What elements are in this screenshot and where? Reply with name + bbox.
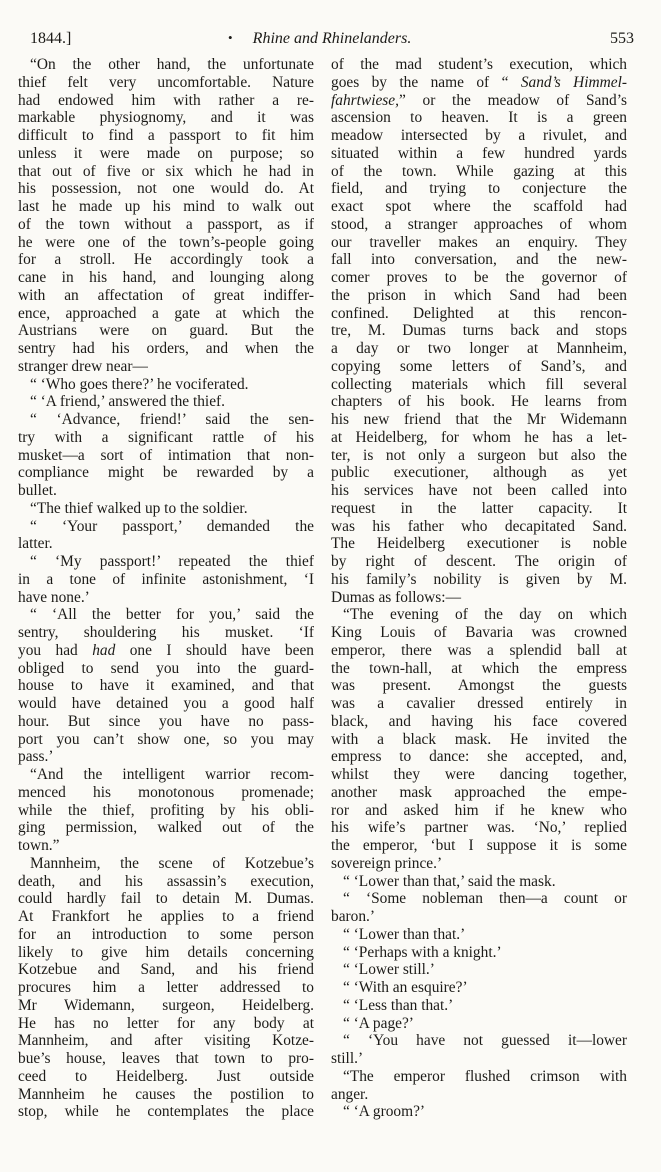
text-line: “ ‘A groom?’ bbox=[343, 1103, 426, 1121]
text-line: while the thief, profiting by his obli- bbox=[18, 801, 314, 819]
text-line: hour. But since you have no pass- bbox=[18, 712, 314, 730]
text-line: At Frankfort he applies to a friend bbox=[18, 908, 314, 925]
text-line: try with a significant rattle of his bbox=[18, 428, 314, 446]
text-line: copying some letters of Sand’s, and bbox=[331, 357, 627, 375]
text-line: “The emperor flushed crimson with bbox=[343, 1067, 627, 1085]
text-line: “ ‘A page?’ bbox=[343, 1014, 414, 1032]
text-line: Dumas as follows:— bbox=[331, 588, 461, 606]
text-line: compliance might be rewarded by a bbox=[18, 464, 314, 482]
text-line: of the town. While gazing at this bbox=[331, 162, 627, 180]
text-line: confined. Delighted at this rencon- bbox=[331, 304, 627, 322]
text-line: had endowed him with rather a re- bbox=[18, 91, 314, 109]
text-line: his services have not been called into bbox=[331, 482, 627, 499]
text-line: Mr Widemann, surgeon, Heidelberg. bbox=[18, 996, 314, 1014]
text-line: public executioner, although as yet bbox=[331, 464, 627, 482]
text-line: port you can’t show one, so you may bbox=[18, 730, 314, 748]
text-line: latter. bbox=[18, 535, 53, 553]
text-line: ceed to Heidelberg. Just outside bbox=[18, 1067, 314, 1085]
text-line: house to have it examined, and that bbox=[18, 677, 314, 695]
text-line: empress to dance: she accepted, and, bbox=[331, 748, 627, 766]
page-number: 553 bbox=[610, 30, 634, 47]
text-line: “ ‘Advance, friend!’ said the sen- bbox=[30, 411, 314, 428]
text-line: his possession, not one would do. At bbox=[18, 180, 314, 198]
right-column bbox=[331, 56, 627, 1121]
text-line: collecting materials which fill several bbox=[331, 375, 627, 393]
text-line: menced his monotonous promenade; bbox=[18, 783, 314, 801]
text-line: he were one of the town’s-people going bbox=[18, 233, 314, 251]
text-line: “ ‘A friend,’ answered the thief. bbox=[30, 393, 226, 411]
text-line: “ ‘Your passport,’ demanded the bbox=[30, 517, 314, 535]
running-header bbox=[30, 30, 634, 54]
text-line: anger. bbox=[331, 1085, 369, 1103]
text-line: death, and his assassin’s execution, bbox=[18, 872, 314, 890]
text-line: fall into conversation, and the new- bbox=[331, 251, 627, 269]
text-line: Mannheim, the scene of Kotzebue’s bbox=[30, 854, 314, 872]
text-line: bullet. bbox=[18, 482, 57, 499]
text-line: “ ‘All the better for you,’ said the bbox=[30, 606, 314, 624]
text-line: you had had one I should have been bbox=[18, 641, 314, 659]
text-line: stranger drew near— bbox=[18, 357, 148, 375]
text-line: tre, M. Dumas turns back and stops bbox=[331, 322, 627, 340]
text-line: “ ‘Lower than that,’ said the mask. bbox=[343, 872, 556, 890]
text-line: sovereign prince.’ bbox=[331, 854, 443, 872]
text-line: “On the other hand, the unfortunate bbox=[30, 56, 314, 73]
text-line: a day or two longer at Mannheim, bbox=[331, 340, 627, 357]
text-line: “ ‘Some nobleman then—a count or bbox=[343, 890, 627, 908]
text-line: “ ‘Less than that.’ bbox=[343, 996, 454, 1014]
text-line: meadow intersected by a rivulet, and bbox=[331, 127, 627, 144]
text-line: “ ‘Who goes there?’ he vociferated. bbox=[30, 375, 249, 393]
text-line: likely to give him details concerning bbox=[18, 943, 314, 961]
text-line: “The evening of the day on which bbox=[343, 606, 627, 624]
text-line: “And the intelligent warrior recom- bbox=[30, 766, 314, 783]
text-line: ence, approached a gate at which the bbox=[18, 304, 314, 322]
text-line: musket—a sort of intimation that non- bbox=[18, 446, 314, 464]
text-line: last he made up his mind to walk out bbox=[18, 198, 314, 215]
text-line: ging permission, walked out of the bbox=[18, 819, 314, 837]
text-line: fahrtwiese,” or the meadow of Sand’s bbox=[331, 91, 627, 109]
text-line: thief felt very uncomfortable. Nature bbox=[18, 73, 314, 91]
text-line: with an affectation of great indiffer- bbox=[18, 286, 314, 304]
text-line: cane in his hand, and lounging along bbox=[18, 269, 314, 286]
text-line: of the mad student’s execution, which bbox=[331, 56, 627, 73]
text-line: ascension to heaven. It is a green bbox=[331, 109, 627, 127]
text-line: was his father who decapitated Sand. bbox=[331, 517, 627, 535]
text-line: our traveller makes an enquiry. They bbox=[331, 233, 627, 251]
text-line: the emperor, ‘but I suppose it is some bbox=[331, 837, 627, 854]
text-line: would have detained you a good half bbox=[18, 695, 314, 712]
header-year: 1844.] bbox=[30, 30, 72, 47]
text-line: at Heidelberg, for whom he has a let- bbox=[331, 428, 627, 446]
text-line: difficult to find a passport to fit him bbox=[18, 127, 314, 144]
text-line: his family’s nobility is given by M. bbox=[331, 570, 627, 588]
text-line: was a cavalier dressed entirely in bbox=[331, 695, 627, 712]
text-line: “ ‘Lower than that.’ bbox=[343, 925, 466, 943]
text-line: baron.’ bbox=[331, 908, 376, 925]
text-line: field, and trying to conjecture the bbox=[331, 180, 627, 198]
text-line: stop, while he contemplates the place bbox=[18, 1103, 314, 1121]
text-line: ror and asked him if he knew who bbox=[331, 801, 627, 819]
text-line: unless it were made on purpose; so bbox=[18, 144, 314, 162]
text-line: goes by the name of “ Sand’s Himmel- bbox=[331, 73, 627, 91]
text-line: for a stroll. He accordingly took a bbox=[18, 251, 314, 269]
text-line: situated within a few hundred yards bbox=[331, 144, 627, 162]
text-line: his new friend that the Mr Widemann bbox=[331, 411, 627, 428]
text-line: the prison in which Sand had been bbox=[331, 286, 627, 304]
text-line: The Heidelberg executioner is noble bbox=[331, 535, 627, 553]
header-title: Rhine and Rhinelanders. bbox=[252, 30, 412, 47]
text-line: have none.’ bbox=[18, 588, 90, 606]
text-line: Mannheim he causes the postilion to bbox=[18, 1085, 314, 1103]
text-line: Mannheim, and after visiting Kotze- bbox=[18, 1032, 314, 1050]
text-line: “ ‘Lower still.’ bbox=[343, 961, 435, 979]
text-line: comer proves to be the governor of bbox=[331, 269, 627, 286]
text-line: request in the latter capacity. It bbox=[331, 499, 627, 517]
text-line: “ ‘Perhaps with a knight.’ bbox=[343, 943, 502, 961]
text-line: obliged to send you into the guard- bbox=[18, 659, 314, 677]
text-line: in a tone of infinite astonishment, ‘I bbox=[18, 570, 314, 588]
text-line: procures him a letter addressed to bbox=[18, 979, 314, 996]
text-line: whilst they were dancing together, bbox=[331, 766, 627, 783]
text-line: Austrians were on guard. But the bbox=[18, 322, 314, 340]
text-line: sentry, shouldering his musket. ‘If bbox=[18, 624, 314, 641]
text-line: chapters of his book. He learns from bbox=[331, 393, 627, 411]
text-line: markable physiognomy, and it was bbox=[18, 109, 314, 127]
text-line: Kotzebue and Sand, and his friend bbox=[18, 961, 314, 979]
text-line: that out of five or six which he had in bbox=[18, 162, 314, 180]
text-line: “ ‘With an esquire?’ bbox=[343, 979, 468, 996]
text-line: exact spot where the scaffold had bbox=[331, 198, 627, 215]
text-line: another mask approached the empe- bbox=[331, 783, 627, 801]
text-line: emperor, there was a splendid ball at bbox=[331, 641, 627, 659]
text-line: by right of descent. The origin of bbox=[331, 553, 627, 570]
text-line: the town-hall, at which the empress bbox=[331, 659, 627, 677]
text-line: was present. Amongst the guests bbox=[331, 677, 627, 695]
left-column bbox=[18, 56, 314, 1121]
text-line: bue’s house, leaves that town to pro- bbox=[18, 1050, 314, 1067]
text-line: stood, a stranger approaches of whom bbox=[331, 215, 627, 233]
text-line: still.’ bbox=[331, 1050, 364, 1067]
text-line: with a black mask. He invited the bbox=[331, 730, 627, 748]
text-line: could hardly fail to detain M. Dumas. bbox=[18, 890, 314, 908]
text-line: black, and having his face covered bbox=[331, 712, 627, 730]
text-line: town.” bbox=[18, 837, 60, 854]
text-line: King Louis of Bavaria was crowned bbox=[331, 624, 627, 641]
text-line: his wife’s partner was. ‘No,’ replied bbox=[331, 819, 627, 837]
text-line: for an introduction to some person bbox=[18, 925, 314, 943]
text-line: “ ‘You have not guessed it—lower bbox=[343, 1032, 627, 1050]
text-line: pass.’ bbox=[18, 748, 54, 766]
text-line: “The thief walked up to the soldier. bbox=[30, 499, 248, 517]
text-line: sentry had his orders, and when the bbox=[18, 340, 314, 357]
text-line: He has no letter for any body at bbox=[18, 1014, 314, 1032]
text-line: “ ‘My passport!’ repeated the thief bbox=[30, 553, 314, 570]
header-mark: • bbox=[228, 30, 233, 45]
text-line: ter, is not only a surgeon but also the bbox=[331, 446, 627, 464]
text-line: of the town without a passport, as if bbox=[18, 215, 314, 233]
